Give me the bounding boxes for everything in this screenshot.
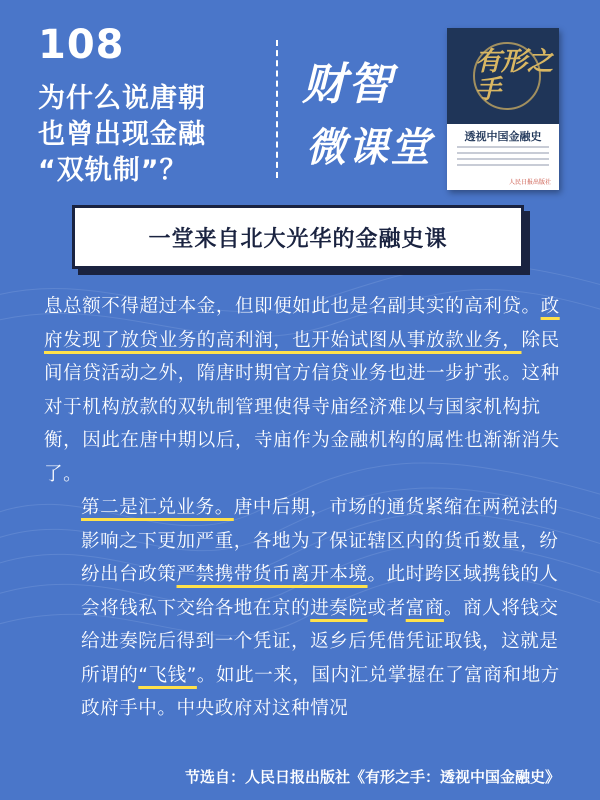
book-publisher-mark: 人民日报出版社 (508, 179, 551, 186)
article-body (44, 290, 564, 726)
p2-text-10: 。如此一来，国内汇兑掌握在了富商和地方政府手中。中央政府对这种情况 (81, 664, 560, 719)
p2-highlight-5: “飞钱” (138, 664, 197, 686)
source-note: 节选自：人民日报出版社《有形之手：透视中国金融史》 (184, 768, 560, 786)
p2-highlight-1: 第二是汇兑业务。 (81, 497, 234, 518)
brand-line-2: 微课堂 (306, 125, 432, 171)
p2-highlight-4: 富商 (405, 597, 444, 619)
p2-highlight-2: 严禁携带货币离开本境 (176, 564, 368, 585)
p1-sentence-1: 息总额不得超过本金，但即便如此也是名副其实的高利贷。 (44, 296, 541, 317)
title-line-1: 为什么说唐朝 (38, 83, 206, 114)
p2-highlight-3: 进奏院 (310, 597, 368, 619)
paragraph-1 (44, 290, 564, 491)
book-subtitle: 透视中国金融史 (464, 130, 542, 143)
header (0, 0, 600, 200)
banner-text: 一堂来自北大光华的金融史课 (148, 226, 448, 252)
brand-line-1: 财智 (302, 59, 394, 110)
p1-highlight: 政府发现了放贷业务的高利润，也开始试图从事放款业务， (44, 296, 560, 351)
title-line-3: “双轨制”？ (38, 155, 188, 186)
book-calligraphy-title: 有形之手 (475, 47, 554, 105)
book-cover-top (447, 28, 559, 124)
title-line-2: 也曾出现金融 (38, 119, 206, 150)
p2-text-4: 。此时跨区域携钱的人会将钱私下交给各地在京的 (81, 564, 559, 619)
p2-text-2: 唐中后期，市场的通货紧缩在两税法的影响之下更加严重，各地为了保证辖区内的货币数量，纷纷出台政策 (81, 497, 559, 585)
episode-number: 108 (38, 22, 125, 68)
paragraph-2 (44, 491, 564, 726)
header-divider (276, 40, 278, 178)
p2-text-6: 或者 (367, 597, 406, 619)
course-banner (72, 205, 524, 269)
book-author-lines (457, 146, 549, 170)
p2-text-8: 。商人将钱交给进奏院后得到一个凭证，返乡后凭借凭证取钱，这就是所谓的 (81, 597, 559, 686)
book-cover (447, 28, 559, 190)
p1-sentence-3: 除民间信贷活动之外，隋唐时期官方信贷业务也进一步扩张。这种对于机构放款的双轨制管理使得寺庙经济难以与国家机构抗衡，因此在唐中期以后，寺庙作为金融机构的属性也渐渐消失了。 (44, 329, 560, 485)
